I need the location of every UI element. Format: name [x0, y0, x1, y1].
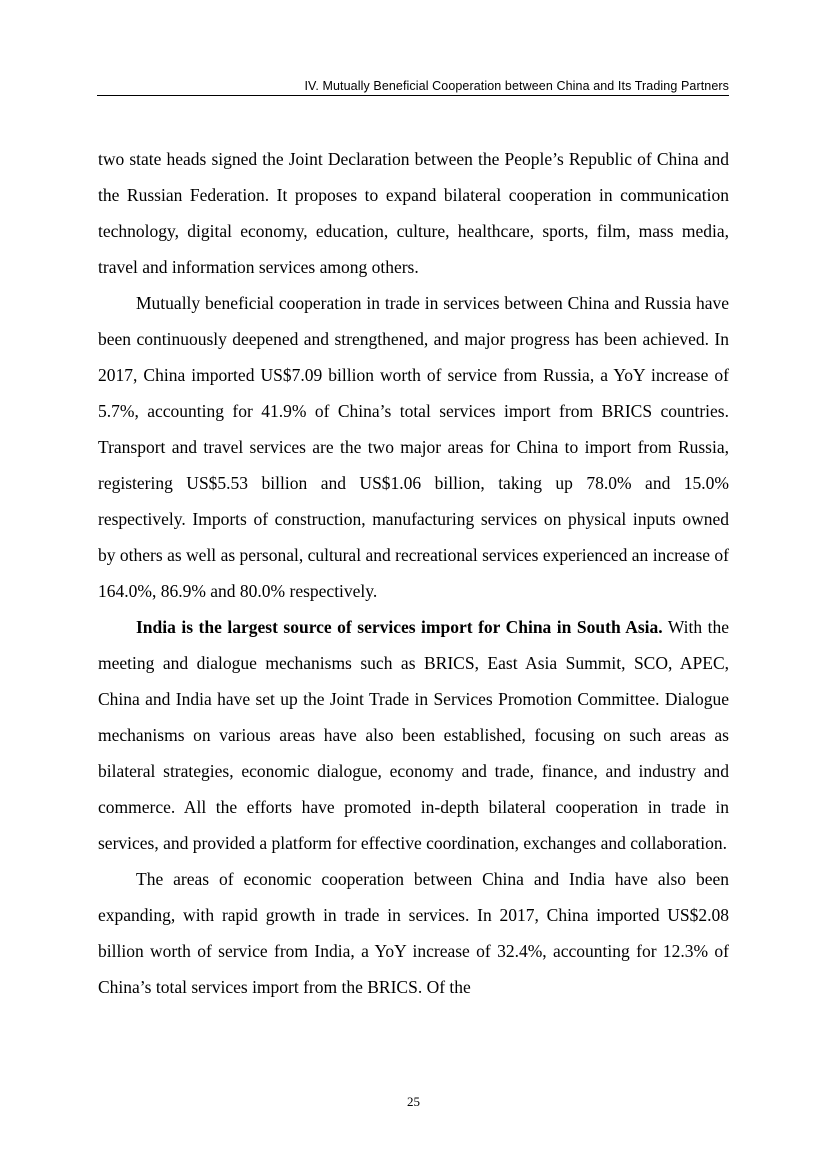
- paragraph-1-text: two state heads signed the Joint Declaration between the People’s Republic of China and the Russian Federation. It proposes to expand bilateral cooperation in communication technology, digital economy, education, culture, healthcare, sports, film, mass media, travel and information services among others.: [98, 149, 729, 277]
- running-header: IV. Mutually Beneficial Cooperation between China and Its Trading Partners: [304, 79, 729, 93]
- paragraph-4: [98, 861, 729, 1005]
- paragraph-2-text: Mutually beneficial cooperation in trade in services between China and Russia have been continuously deepened and strengthened, and major progress has been achieved. In 2017, China imported US$7.09 billion worth of service from Russia, a YoY increase of 5.7%, accounting for 41.9% of China’s total services import from BRICS countries. Transport and travel services are the two major areas for China to import from Russia, registering US$5.53 billion and US$1.06 billion, taking up 78.0% and 15.0% respectively. Imports of construction, manufacturing services on physical inputs owned by others as well as personal, cultural and recreational services experienced an increase of 164.0%, 86.9% and 80.0% respectively.: [98, 293, 729, 601]
- paragraph-4-text: The areas of economic cooperation between China and India have also been expanding, with rapid growth in trade in services. In 2017, China imported US$2.08 billion worth of service from India, a YoY increase of 32.4%, accounting for 12.3% of China’s total services import from the BRICS. Of the: [98, 869, 729, 997]
- paragraph-3: [98, 609, 729, 861]
- paragraph-3-lead: India is the largest source of services import for China in South Asia.: [136, 617, 663, 637]
- paragraph-3-text: With the meeting and dialogue mechanisms such as BRICS, East Asia Summit, SCO, APEC, China and India have set up the Joint Trade in Services Promotion Committee. Dialogue mechanisms on various areas have also been established, focusing on such areas as bilateral strategies, economic dialogue, economy and trade, finance, and industry and commerce. All the efforts have promoted in-depth bilateral cooperation in trade in services, and provided a platform for effective coordination, exchanges and collaboration.: [98, 617, 730, 853]
- paragraph-1: [98, 141, 729, 285]
- body-text: [98, 141, 729, 1005]
- page-number: 25: [407, 1094, 420, 1109]
- paragraph-2: [98, 285, 729, 609]
- header-rule: [97, 95, 729, 96]
